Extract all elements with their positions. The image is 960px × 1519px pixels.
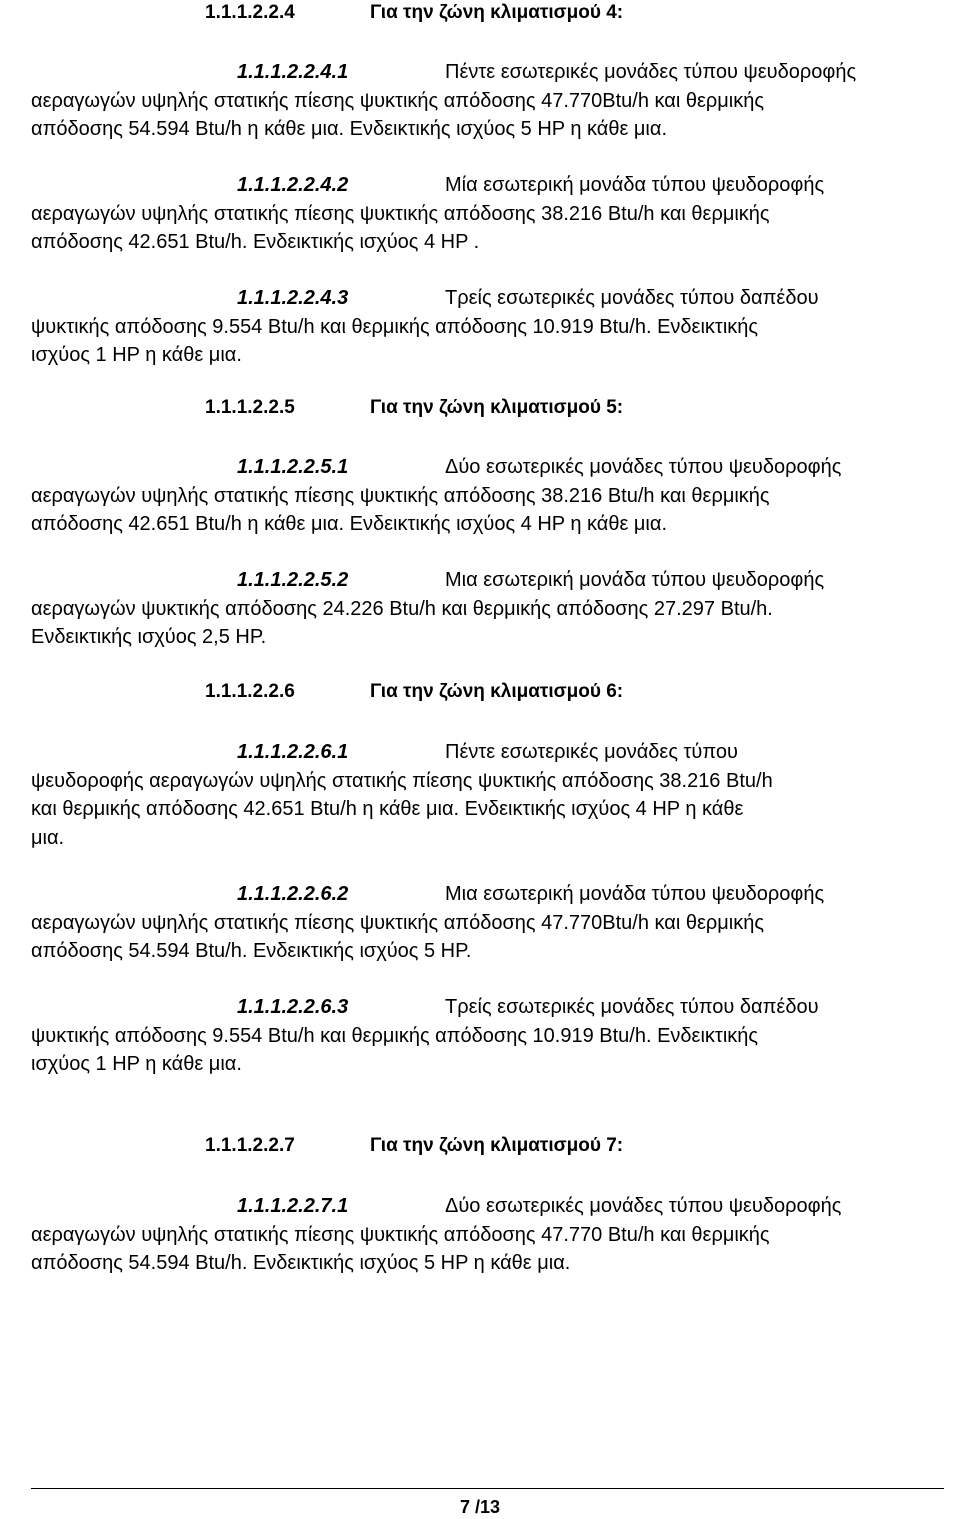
item-number: 1.1.1.2.2.7.1 [237, 1195, 349, 1217]
item-text-line: απόδοσης 54.594 Btu/h. Ενδεικτικής ισχύος 5 HP. [31, 940, 472, 962]
item-number: 1.1.1.2.2.5.1 [237, 456, 349, 478]
item-number: 1.1.1.2.2.6.1 [237, 741, 349, 763]
section-number: 1.1.1.2.2.7 [205, 1135, 295, 1156]
item-text-line: αεραγωγών υψηλής στατικής πίεσης ψυκτικής απόδοσης 47.770Btu/h και θερμικής [31, 89, 764, 112]
item-number: 1.1.1.2.2.4.1 [237, 61, 349, 83]
item-text-line: Τρείς εσωτερικές μονάδες τύπου δαπέδου [445, 287, 819, 309]
spec-item [31, 738, 946, 852]
item-text-line: Πέντε εσωτερικές μονάδες τύπου [445, 741, 738, 763]
item-text-line: Δύο εσωτερικές μονάδες τύπου ψευδοροφής [445, 456, 842, 478]
spec-item [31, 58, 946, 144]
item-text-line: Ενδεικτικής ισχύος 2,5 HP. [31, 626, 267, 648]
item-text-line: απόδοσης 54.594 Btu/h η κάθε μια. Ενδεικτικής ισχύος 5 HP η κάθε μια. [31, 118, 667, 140]
spec-item [31, 1192, 946, 1278]
item-text-line: απόδοσης 42.651 Btu/h η κάθε μια. Ενδεικτικής ισχύος 4 HP η κάθε μια. [31, 513, 667, 535]
item-number: 1.1.1.2.2.6.2 [237, 883, 349, 905]
section-title: Για την ζώνη κλιματισμού 6: [370, 681, 624, 702]
item-number: 1.1.1.2.2.5.2 [237, 569, 349, 591]
item-number: 1.1.1.2.2.6.3 [237, 996, 349, 1018]
section-heading [205, 397, 623, 419]
section-number: 1.1.1.2.2.4 [205, 2, 295, 23]
item-text-line: Μια εσωτερική μονάδα τύπου ψευδοροφής [445, 883, 825, 905]
item-number: 1.1.1.2.2.4.3 [237, 287, 349, 309]
spec-item [31, 880, 946, 966]
item-text-line: Δύο εσωτερικές μονάδες τύπου ψευδοροφής [445, 1195, 842, 1217]
section-number: 1.1.1.2.2.6 [205, 681, 295, 702]
item-text-line: αεραγωγών υψηλής στατικής πίεσης ψυκτικής απόδοσης 47.770 Btu/h και θερμικής [31, 1223, 770, 1246]
footer-divider [31, 1488, 944, 1489]
item-text-line: απόδοσης 42.651 Btu/h. Ενδεικτικής ισχύος 4 HP . [31, 231, 480, 253]
item-text-line: μια. [31, 826, 65, 849]
page-number: 7 /13 [459, 1497, 501, 1517]
item-text-line: ψευδοροφής αεραγωγών υψηλής στατικής πίεσης ψυκτικής απόδοσης 38.216 Btu/h [31, 769, 773, 792]
section-heading [205, 681, 623, 703]
item-text-line: αεραγωγών υψηλής στατικής πίεσης ψυκτικής απόδοσης 38.216 Btu/h και θερμικής [31, 202, 770, 225]
section-number: 1.1.1.2.2.5 [205, 397, 295, 418]
item-text-line: Τρείς εσωτερικές μονάδες τύπου δαπέδου [445, 996, 819, 1018]
item-number: 1.1.1.2.2.4.2 [237, 174, 349, 196]
section-heading [205, 1135, 623, 1157]
item-text-line: ψυκτικής απόδοσης 9.554 Btu/h και θερμικής απόδοσης 10.919 Btu/h. Ενδεικτικής [31, 315, 759, 338]
section-heading [205, 2, 623, 24]
item-text-line: Μία εσωτερική μονάδα τύπου ψευδοροφής [445, 174, 825, 196]
item-text-line: και θερμικής απόδοσης 42.651 Btu/h η κάθε μια. Ενδεικτικής ισχύος 4 HP η κάθε [31, 798, 744, 820]
item-text-line: αεραγωγών υψηλής στατικής πίεσης ψυκτικής απόδοσης 47.770Btu/h και θερμικής [31, 911, 764, 934]
item-text-line: ισχύος 1 HP η κάθε μια. [31, 344, 242, 366]
item-text-line: απόδοσης 54.594 Btu/h. Ενδεικτικής ισχύος 5 HP η κάθε μια. [31, 1252, 571, 1274]
section-title: Για την ζώνη κλιματισμού 4: [370, 2, 624, 23]
item-text-line: αεραγωγών υψηλής στατικής πίεσης ψυκτικής απόδοσης 38.216 Btu/h και θερμικής [31, 484, 770, 507]
section-title: Για την ζώνη κλιματισμού 5: [370, 397, 624, 418]
spec-item [31, 284, 946, 370]
item-text-line: ισχύος 1 HP η κάθε μια. [31, 1053, 242, 1075]
item-text-line: αεραγωγών ψυκτικής απόδοσης 24.226 Btu/h και θερμικής απόδοσης 27.297 Btu/h. [31, 597, 773, 620]
spec-item [31, 566, 946, 652]
item-text-line: Μια εσωτερική μονάδα τύπου ψευδοροφής [445, 569, 825, 591]
spec-item [31, 453, 946, 539]
spec-item [31, 993, 946, 1079]
spec-item [31, 171, 946, 257]
item-text-line: Πέντε εσωτερικές μονάδες τύπου ψευδοροφής [445, 61, 857, 83]
item-text-line: ψυκτικής απόδοσης 9.554 Btu/h και θερμικής απόδοσης 10.919 Btu/h. Ενδεικτικής [31, 1024, 759, 1047]
section-title: Για την ζώνη κλιματισμού 7: [370, 1135, 624, 1156]
